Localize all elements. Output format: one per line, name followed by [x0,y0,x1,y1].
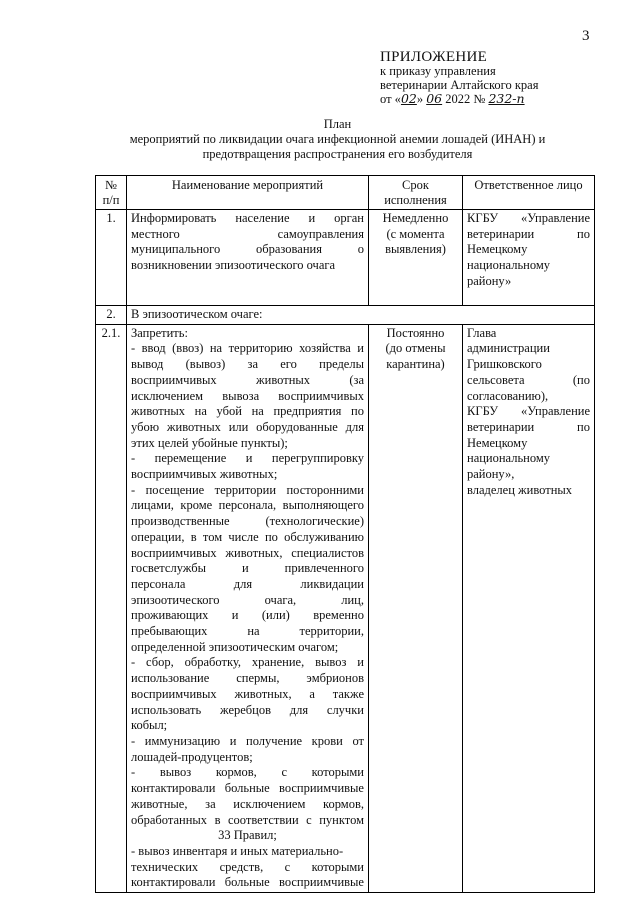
row-term [369,324,463,892]
measure-line: - иммунизацию и получение крови от [131,733,364,748]
measure-line: животных на убой на предприятия по [131,404,364,419]
term-line: карантина) [386,357,445,372]
header-term [369,176,463,210]
measure-line: использовать жеребцов для случки [131,702,364,717]
table-row [96,306,595,325]
measure-line: восприимчивых животных, а также [131,686,364,701]
responsible-line: администрации [467,341,550,356]
term-line: (до отмены [385,341,446,356]
measure-line: муниципального образования о [131,242,364,257]
measure-line: использование спермы, эмбрионов [131,671,364,686]
measure-line: эпизоотического очага, лиц, [131,592,364,607]
measure-line: Информировать население и орган [131,211,364,225]
measure-line: проживающих и (или) временно [131,608,364,623]
measure-line: - перемещение и перегруппировку [131,451,364,466]
measure-line: - посещение территории посторонними [131,482,364,497]
responsible-line: КГБУ «Управление [467,211,590,225]
responsible-line: Немецкому [467,242,528,257]
date-prefix: от « [380,92,401,106]
appendix-heading: ПРИЛОЖЕНИЕ [380,49,488,65]
term-line: (с момента [386,226,445,241]
responsible-line: району» [467,273,512,288]
appendix-date-line [380,92,538,106]
measure-line: пребывающих на территории, [131,624,364,639]
measure-line: восприимчивых животных; [131,467,278,482]
measure-line: восприимчивых животных (за [131,372,364,387]
measure-line: кобыл; [131,718,168,733]
measure-line: контактировали больные восприимчивые [131,875,364,890]
header-number [96,176,127,210]
measure-line: лицами, кроме персонала, выполняющего [131,498,364,513]
responsible-line: ветеринарии по [467,226,590,241]
date-day: 02 [400,91,417,106]
row-section-title: В эпизоотическом очаге: [127,306,595,325]
table-row [96,324,595,892]
term-line: выявления) [385,242,446,257]
term-line: Немедленно [382,211,449,225]
measure-line: - ввод (ввоз) на территорию хозяйства и [131,341,364,356]
row-term [369,210,463,306]
order-number: 232-п [488,91,525,106]
plan-table [95,175,595,893]
measure-line: вывод (вывоз) за его пределы [131,357,364,372]
measure-line: возникновении эпизоотического очага [131,258,336,273]
row-responsible [463,324,595,892]
date-year: 2022 № [445,92,486,106]
measure-line: контактировали больные восприимчивые [131,781,364,796]
measure-line: убою животных или оборудованные для [131,419,364,434]
date-month: 06 [426,91,443,106]
responsible-line: согласованию), [467,388,549,403]
responsible-line: национальному [467,451,551,466]
measure-line: - вывоз инвентаря и иных материально- [131,843,344,858]
document-title [60,117,615,162]
table-header-row [96,176,595,210]
responsible-line: Гришковского [467,357,542,372]
header-responsible: Ответственное лицо [463,176,595,210]
measure-line: местного самоуправления [131,226,364,241]
header-term-line-1: Срок [402,178,429,192]
page-number: 3 [582,28,590,44]
row-measure [127,324,369,892]
responsible-line: национальному [467,258,551,273]
row-number: 2. [96,306,127,325]
measure-line: лошадей-продуцентов; [131,749,253,764]
measure-line: - сбор, обработку, хранение, вывоз и [131,655,364,670]
appendix-block [380,50,538,106]
appendix-order-line: к приказу управления [380,64,496,78]
table-row [96,210,595,306]
measure-line: Запретить: [131,325,188,340]
measure-line: восприимчивых животных, специалистов [131,545,364,560]
measure-line: 33 Правил; [218,828,277,843]
title-line-1: План [323,117,352,131]
measure-line: операции, в том числе по обслуживанию [131,529,364,544]
responsible-line: владелец животных [467,482,573,497]
measure-line: госветслужбы и привлеченного [131,561,364,576]
measure-line: исключением вывоза восприимчивых [131,388,364,403]
responsible-line: Глава [467,325,497,340]
measure-line: этих целей убойные пункты); [131,435,288,450]
measure-line: производственные (технологические) [131,514,364,529]
title-line-2: мероприятий по ликвидации очага инфекционной анемии лошадей (ИНАН) и [129,132,546,146]
responsible-line: сельсовета (по [467,372,590,387]
row-number: 1. [96,210,127,306]
row-responsible [463,210,595,306]
title-line-3: предотвращения распространения его возбудителя [202,147,473,161]
responsible-line: ветеринарии по [467,419,590,434]
header-number-line-2: п/п [102,193,120,207]
measure-line: определенной эпизоотическим очагом; [131,639,339,654]
measure-line: персонала для ликвидации [131,576,364,591]
responsible-line: КГБУ «Управление [467,404,590,419]
measure-line: технических средств, с которыми [131,859,364,874]
responsible-line: району», [467,467,515,482]
term-line: Постоянно [386,325,445,340]
header-term-line-2: исполнения [384,193,447,207]
header-name: Наименование мероприятий [127,176,369,210]
responsible-line: Немецкому [467,435,528,450]
measure-line: - вывоз кормов, с которыми [131,765,364,780]
date-mid: » [416,92,424,106]
appendix-authority-line: ветеринарии Алтайского края [380,78,539,92]
row-number: 2.1. [96,324,127,892]
row-measure [127,210,369,306]
header-number-line-1: № [105,178,117,192]
measure-line: обработанных в соответствии с пунктом [131,812,364,827]
measure-line: животные, за исключением кормов, [131,796,364,811]
